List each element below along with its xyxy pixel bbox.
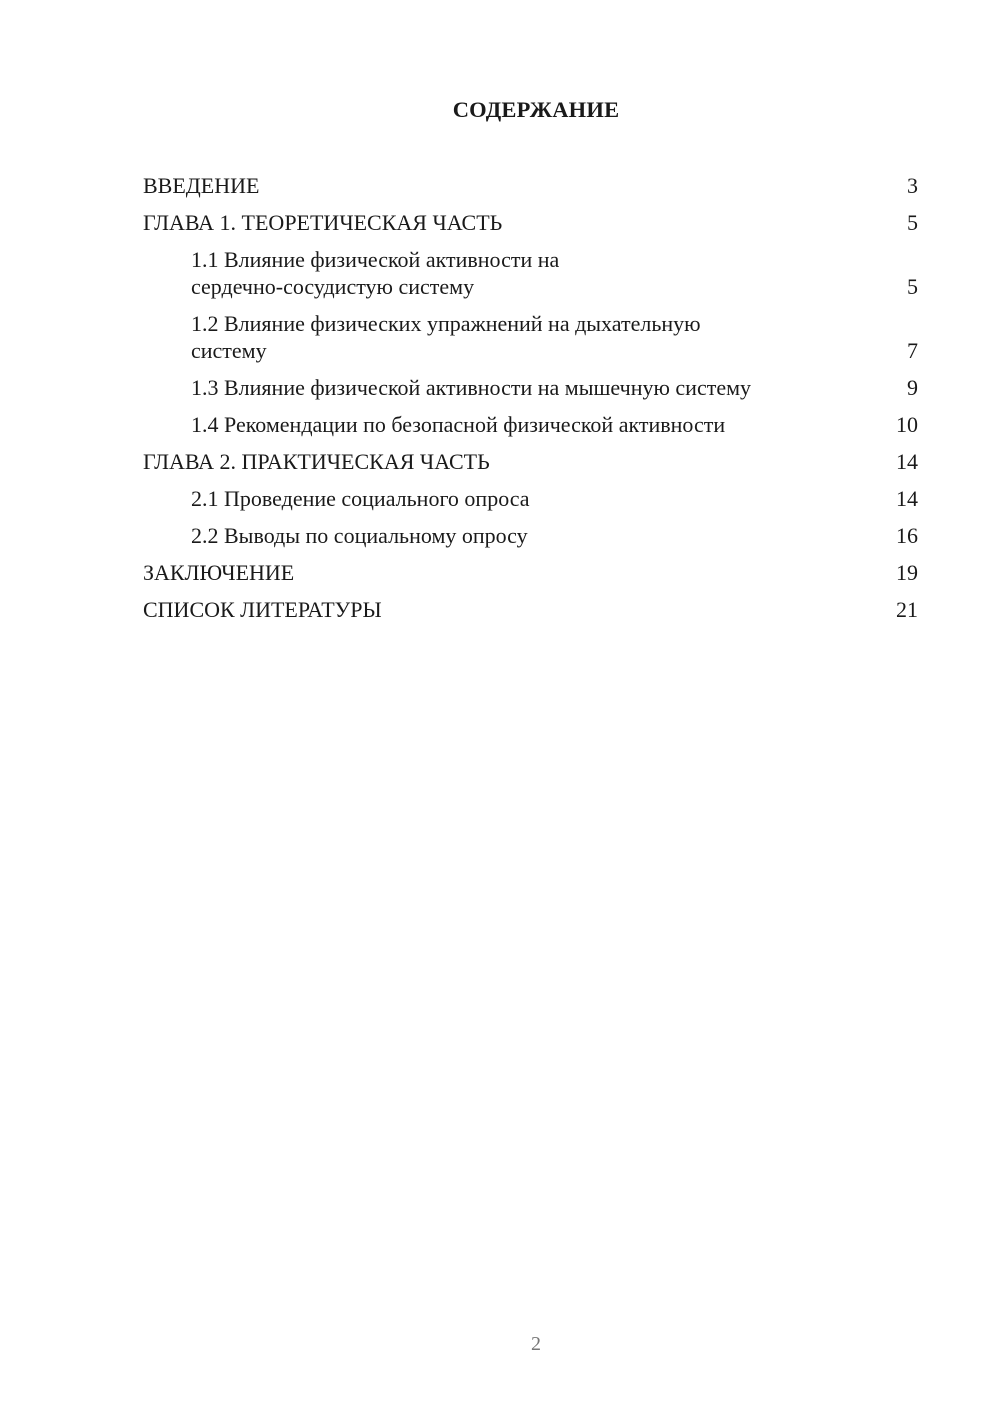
toc-entry-label: 2.1 Проведение социального опроса [191,486,530,511]
table-of-contents [143,166,918,627]
toc-entry-page: 5 [907,210,918,235]
toc-entry-references[interactable] [143,590,918,627]
toc-entry-section-1-2[interactable] [143,304,918,368]
toc-entry-page: 14 [896,486,918,511]
toc-entry-section-1-4[interactable] [143,405,918,442]
toc-entry-section-2-1[interactable] [143,479,918,516]
toc-entry-label [191,310,701,368]
page-title: СОДЕРЖАНИЕ [452,97,620,122]
toc-entry-page: 16 [896,523,918,548]
toc-entry-page: 3 [907,173,918,198]
toc-entry-section-1-1[interactable] [143,240,918,304]
toc-entry-conclusion[interactable] [143,553,918,590]
toc-entry-label: ГЛАВА 2. ПРАКТИЧЕСКАЯ ЧАСТЬ [143,449,490,474]
toc-entry-label: 2.2 Выводы по социальному опросу [191,523,528,548]
toc-entry-page: 14 [896,449,918,474]
toc-entry-label: 1.3 Влияние физической активности на мышечную систему [191,375,752,400]
toc-entry-page: 7 [907,338,918,363]
page-number: 2 [531,1333,541,1355]
toc-entry-label: СПИСОК ЛИТЕРАТУРЫ [143,597,382,622]
toc-entry-label: ГЛАВА 1. ТЕОРЕТИЧЕСКАЯ ЧАСТЬ [143,210,503,235]
toc-entry-label-line-1: 1.2 Влияние физических упражнений на дыхательную [191,311,701,336]
toc-entry-chapter-2[interactable] [143,442,918,479]
toc-entry-label-line-2: сердечно-сосудистую систему [191,274,475,299]
toc-entry-page: 19 [896,560,918,585]
toc-entry-label: ВВЕДЕНИЕ [143,173,260,198]
toc-entry-section-1-3[interactable] [143,368,918,405]
toc-entry-page: 5 [907,274,918,299]
toc-entry-introduction[interactable] [143,166,918,203]
toc-entry-label-line-2: систему [191,338,267,363]
toc-entry-label: ЗАКЛЮЧЕНИЕ [143,560,295,585]
toc-entry-page: 21 [896,597,918,622]
toc-entry-label [191,246,559,304]
toc-entry-page: 9 [907,375,918,400]
toc-entry-label-line-1: 1.1 Влияние физической активности на [191,247,560,272]
toc-entry-section-2-2[interactable] [143,516,918,553]
toc-entry-chapter-1[interactable] [143,203,918,240]
toc-entry-page: 10 [896,412,918,437]
toc-entry-label: 1.4 Рекомендации по безопасной физической активности [191,412,726,437]
